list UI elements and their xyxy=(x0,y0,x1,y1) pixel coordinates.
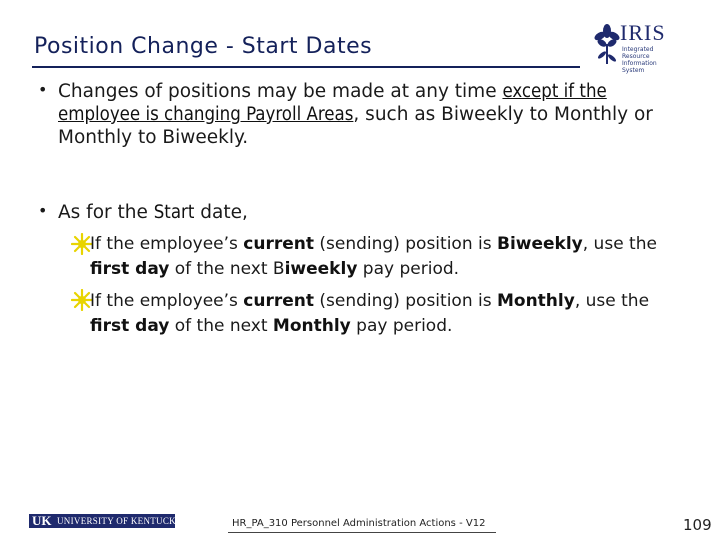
sub-bullet-biweekly: If the employee’s current (sending) position is Biweekly, use the first day of the next Biweekly pay period. xyxy=(90,234,657,279)
bullet-text: Changes of positions may be made at any time except if the employee is changing Payroll Areas, such as Biweekly to Monthly or Monthly to Biweekly. xyxy=(58,81,653,148)
underlined-phrase: except if the employee is changing Payroll Areas xyxy=(58,81,607,125)
emphasis-start: Start xyxy=(153,202,195,223)
bullet-dot-icon: • xyxy=(38,201,48,220)
slide-title: Position Change - Start Dates xyxy=(34,34,373,59)
university-name: UNIVERSITY OF KENTUCKY xyxy=(57,516,183,526)
page-number: 109 xyxy=(683,516,712,534)
bullet-dot-icon: • xyxy=(38,80,48,99)
course-footer: HR_PA_310 Personnel Administration Actions - V12 xyxy=(232,518,486,529)
iris-flower-icon xyxy=(592,22,622,66)
iris-logo xyxy=(590,18,670,74)
uk-monogram: UK xyxy=(32,513,52,528)
footer-underline xyxy=(228,532,496,533)
university-of-kentucky-logo xyxy=(29,513,183,528)
logo-wordmark: IRIS xyxy=(620,20,666,45)
bullet-text: As for the Start date, xyxy=(58,202,248,223)
sub-bullet-monthly: If the employee’s current (sending) position is Monthly, use the first day of the next Monthly pay period. xyxy=(90,291,650,336)
logo-subtitle: Integrated Resource Information System xyxy=(622,46,657,74)
title-underline xyxy=(32,66,580,68)
